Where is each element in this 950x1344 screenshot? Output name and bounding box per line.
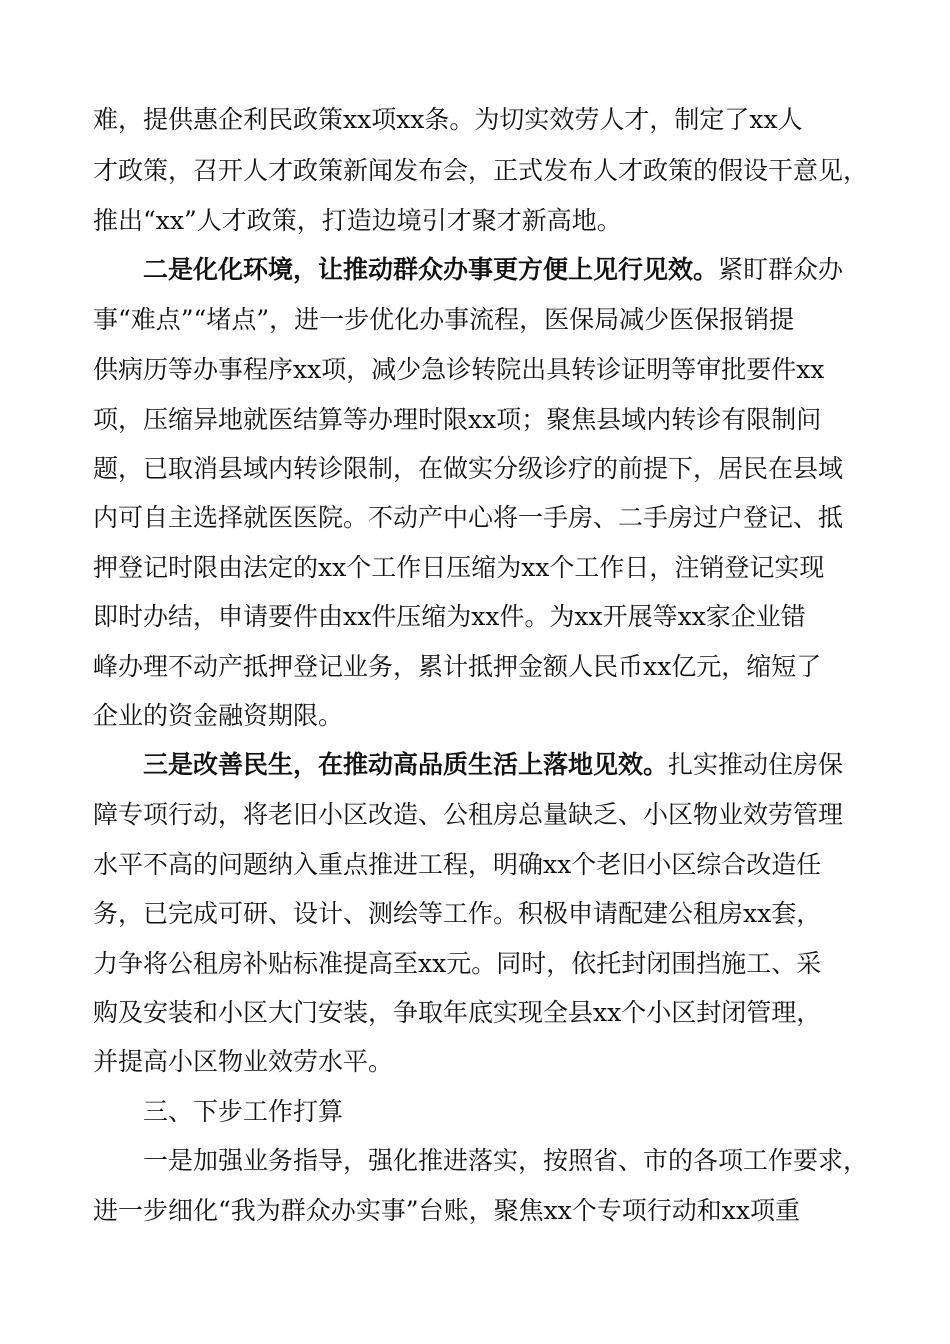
paragraph-line: 力争将公租房补贴标准提高至xx元。同时，依托封闭围挡施工、采 [93,949,822,978]
section-2-heading: 二是化化环境，让推动群众办事更方便上见行见效。 [143,255,719,284]
paragraph-line: 务，已完成可研、设计、测绘等工作。积极申请配建公租房xx套， [93,899,822,928]
section-3-heading: 三是改善民生，在推动高品质生活上落地见效。 [143,750,669,779]
paragraph-line: 题，已取消县域内转诊限制，在做实分级诊疗的前提下，居民在县域 [93,454,844,483]
paragraph-line: 项，压缩异地就医结算等办理时限xx项；聚焦县域内转诊有限制问 [93,405,822,434]
paragraph-line: 障专项行动，将老旧小区改造、公租房总量缺乏、小区物业效劳管理 [93,800,844,829]
paragraph-line: 峰办理不动产抵押登记业务，累计抵押金额人民币xx亿元，缩短了 [93,652,822,681]
paragraph-line: 供病历等办事程序xx项，减少急诊转院出具转诊证明等审批要件xx [93,355,825,384]
paragraph-line: 内可自主选择就医医院。不动产中心将一手房、二手房过户登记、抵 [93,503,844,532]
paragraph-line: 一是加强业务指导，强化推进落实，按照省、市的各项工作要求， [143,1146,869,1175]
paragraph-line: 进一步细化“我为群众办实事”台账，聚焦xx个专项行动和xx项重 [93,1196,800,1225]
paragraph-line: 水平不高的问题纳入重点推进工程，明确xx个老旧小区综合改造任 [93,850,822,879]
paragraph-line: 押登记时限由法定的xx个工作日压缩为xx个工作日，注销登记实现 [93,553,825,582]
paragraph-line: 事“难点”“堵点”，进一步优化办事流程，医保局减少医保报销提 [93,305,795,334]
paragraph-line: 推出“xx”人才政策，打造边境引才聚才新高地。 [93,206,622,235]
section-2-first-line [143,254,843,286]
paragraph-line: 企业的资金融资期限。 [93,701,344,730]
paragraph-line: 即时办结，申请要件由xx件压缩为xx件。为xx开展等xx家企业错 [93,602,806,631]
section-3-first-line-rest: 扎实推动住房保 [668,750,844,779]
section-3-first-line [143,749,843,781]
section-heading-next-steps: 三、下步工作打算 [143,1097,344,1126]
paragraph-line: 并提高小区物业效劳水平。 [93,1047,394,1076]
paragraph-line: 购及安装和小区大门安装，争取年底实现全县xx个小区封闭管理， [93,998,822,1027]
section-2-first-line-rest: 紧盯群众办 [718,255,844,284]
paragraph-line: 才政策，召开人才政策新闻发布会，正式发布人才政策的假设干意见， [93,156,869,185]
paragraph-line: 难，提供惠企利民政策xx项xx条。为切实效劳人才，制定了xx人 [93,105,803,134]
